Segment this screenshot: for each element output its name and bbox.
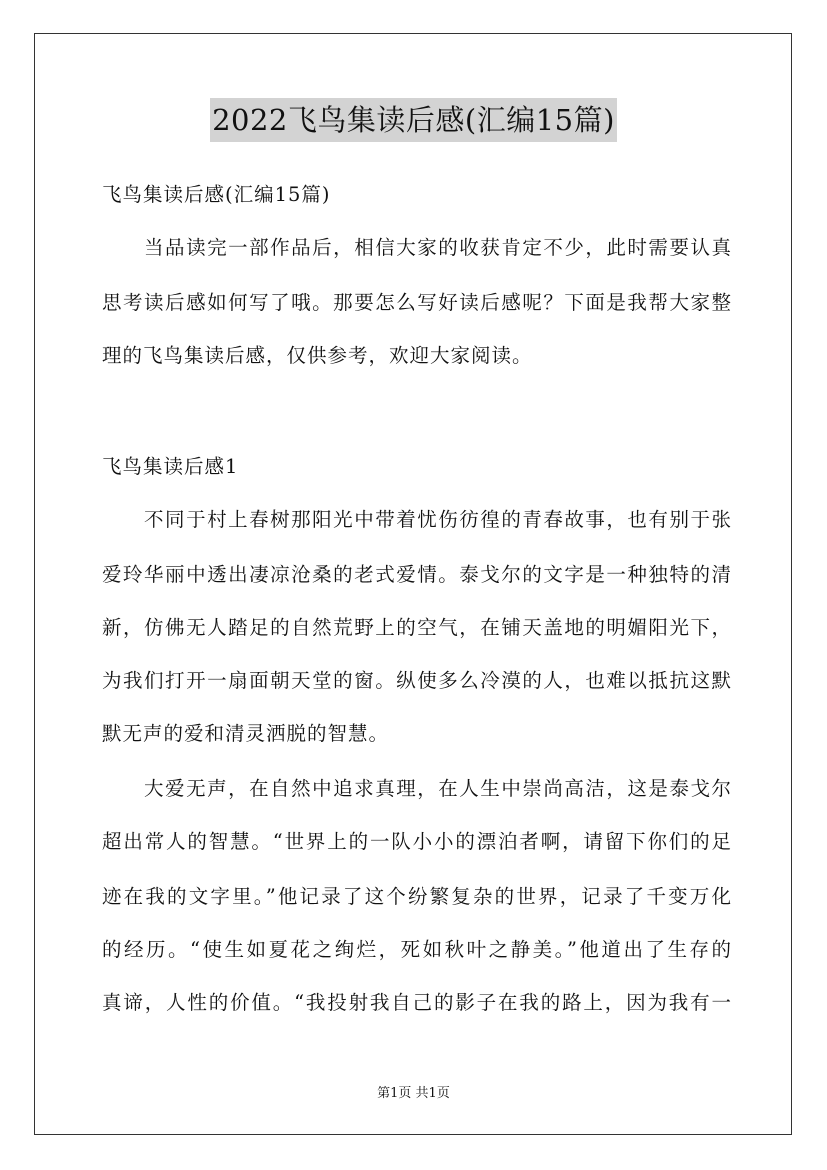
paragraph-line: 新，仿佛无人踏足的自然荒野上的空气，在铺天盖地的明媚阳光下， [102,616,732,639]
paragraph-line: 为我们打开一扇面朝天堂的窗。纵使多么冷漠的人，也难以抵抗这默 [102,669,732,692]
intro-line: 当品读完一部作品后，相信大家的收获肯定不少，此时需要认真 [102,236,732,259]
intro-line: 思考读后感如何写了哦。那要怎么写好读后感呢？下面是我帮大家整 [102,291,732,314]
page-footer: 第1页 共1页 [377,1086,450,1101]
document-title: 2022飞鸟集读后感(汇编15篇) [210,98,617,142]
section-heading: 飞鸟集读后感1 [102,455,239,478]
paragraph-line: 迹在我的文字里。”他记录了这个纷繁复杂的世界，记录了千变万化 [102,885,732,908]
paragraph-line: 真谛，人性的价值。“我投射我自己的影子在我的路上，因为我有一 [102,991,732,1014]
intro-line: 理的飞鸟集读后感，仅供参考，欢迎大家阅读。 [102,344,533,367]
paragraph-line: 大爱无声，在自然中追求真理，在人生中崇尚高洁，这是泰戈尔 [102,777,732,800]
paragraph-line: 的经历。“使生如夏花之绚烂，死如秋叶之静美。”他道出了生存的 [102,938,732,961]
title-container [0,98,827,142]
paragraph-line: 爱玲华丽中透出凄凉沧桑的老式爱情。泰戈尔的文字是一种独特的清 [102,563,732,586]
document-subtitle: 飞鸟集读后感(汇编15篇) [102,183,331,206]
paragraph-line: 不同于村上春树那阳光中带着忧伤彷徨的青春故事，也有别于张 [102,508,732,531]
paragraph-line: 超出常人的智慧。“世界上的一队小小的漂泊者啊，请留下你们的足 [102,830,732,853]
paragraph-line: 默无声的爱和清灵洒脱的智慧。 [102,722,390,745]
